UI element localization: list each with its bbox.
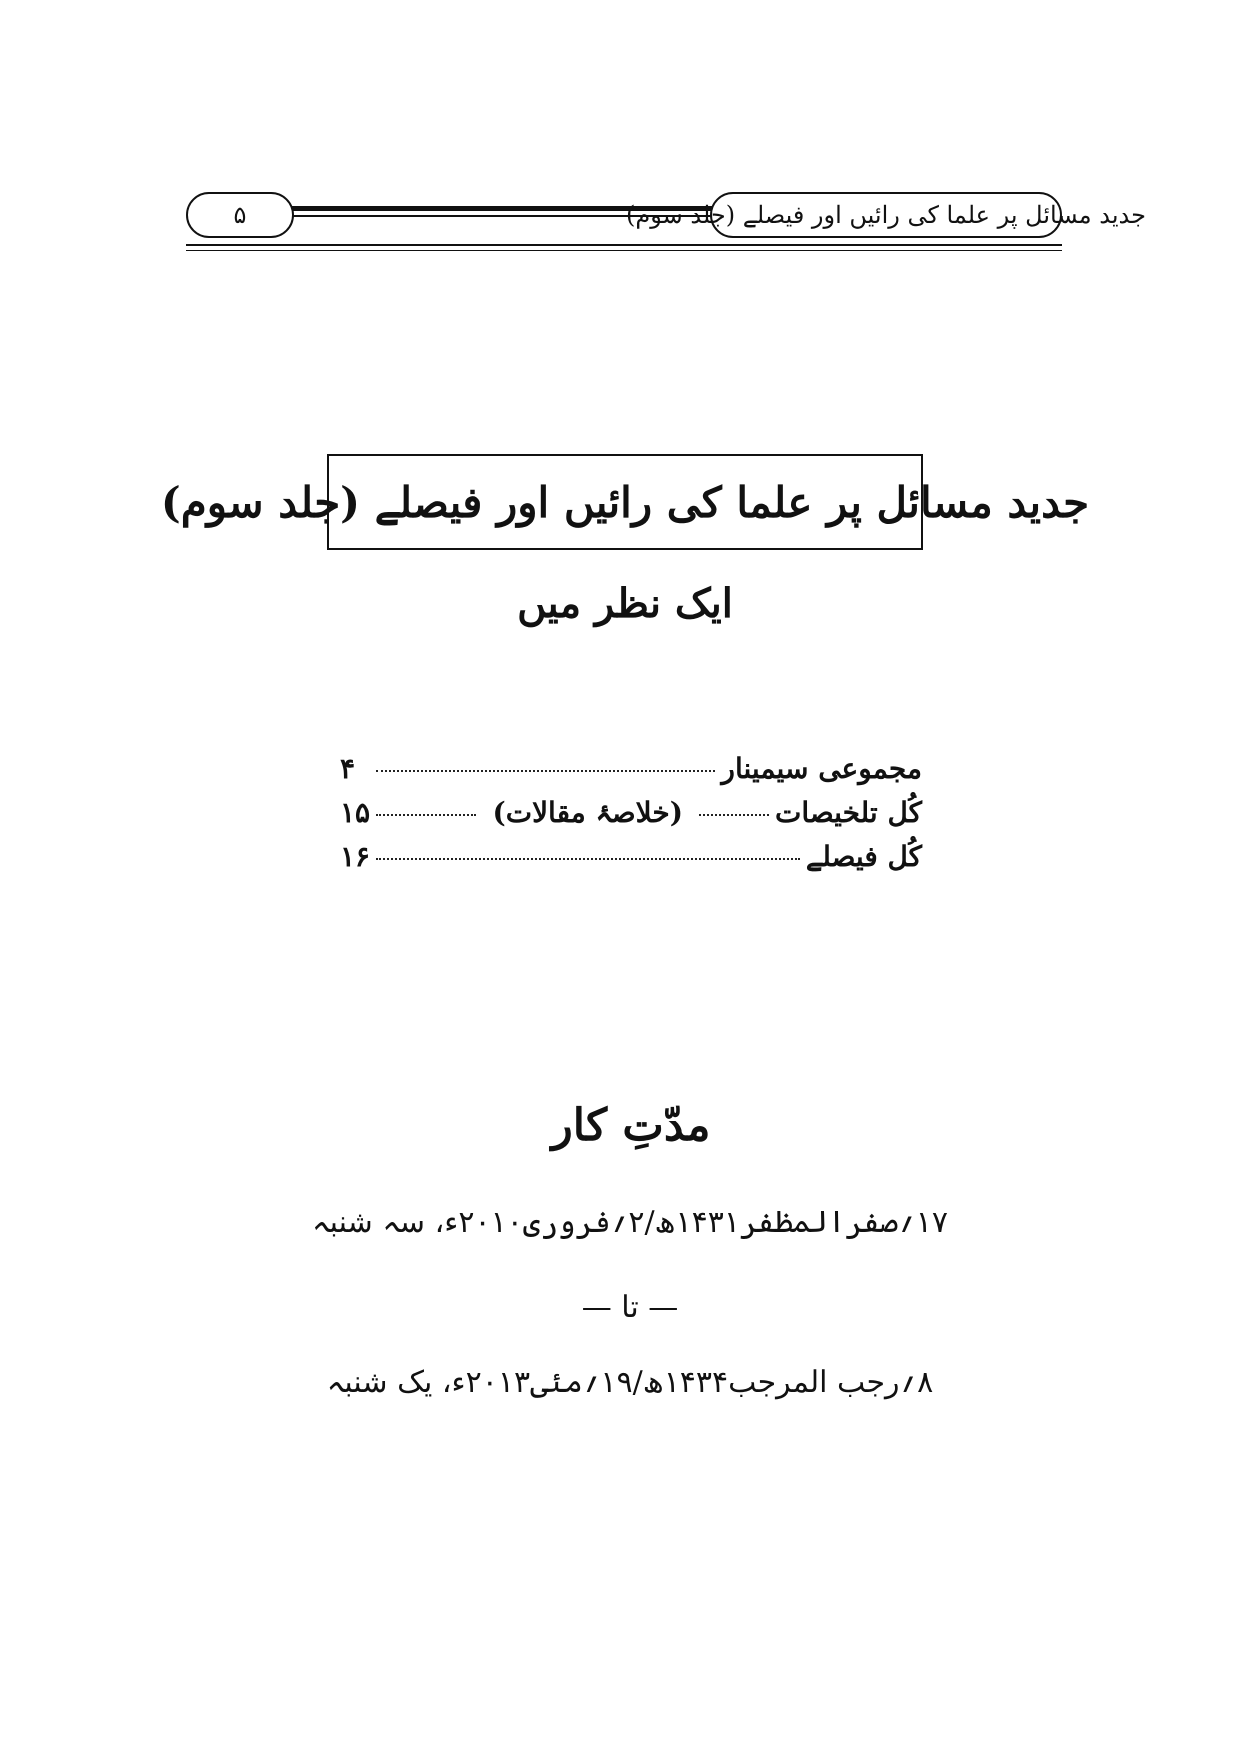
toc-label: مجموعی سیمینار	[721, 752, 922, 785]
toc-page: ۴	[340, 752, 356, 785]
toc-leader	[376, 858, 800, 860]
date-separator: — تا —	[581, 1290, 679, 1325]
toc-row[interactable]	[340, 840, 922, 884]
start-date: ۱۷؍صفرالمظفر۱۴۳۱ھ/۲؍فروری۲۰۱۰ء، سہ شنبہ	[312, 1205, 948, 1240]
book-title: جدید مسائل پر علما کی رائیں اور فیصلے (جلد سوم)	[160, 477, 1090, 527]
toc-note: (خلاصۂ مقالات)	[492, 796, 683, 829]
header-bottom-rule-1	[186, 244, 1062, 246]
table-of-contents	[340, 752, 922, 884]
book-title-box	[160, 454, 1090, 550]
header-bottom-rule-2	[186, 250, 1062, 251]
header-bottom-rule	[186, 244, 1062, 251]
end-date: ۸؍رجب المرجب۱۴۳۴ھ/۱۹؍مئی۲۰۱۳ء، یک شنبہ	[326, 1365, 934, 1400]
duration-heading: مدّتِ کار	[551, 1100, 711, 1151]
running-title: جدید مسائل پر علما کی رائیں اور فیصلے (جلد سوم)	[626, 201, 1146, 229]
toc-label: کُل فیصلے	[805, 840, 922, 873]
page-number-badge	[186, 192, 294, 238]
toc-row[interactable]	[340, 796, 922, 840]
toc-page: ۱۶	[340, 840, 371, 873]
toc-row[interactable]	[340, 752, 922, 796]
toc-page: ۱۵	[340, 796, 371, 829]
toc-leader	[376, 814, 476, 816]
running-title-badge	[626, 192, 1146, 238]
toc-leader	[699, 814, 769, 816]
toc-label: کُل تلخیصات	[774, 796, 922, 829]
page-number: ۵	[233, 201, 247, 229]
toc-leader	[376, 770, 715, 772]
page-header	[186, 192, 1146, 250]
book-subtitle: ایک نظر میں	[517, 580, 733, 627]
